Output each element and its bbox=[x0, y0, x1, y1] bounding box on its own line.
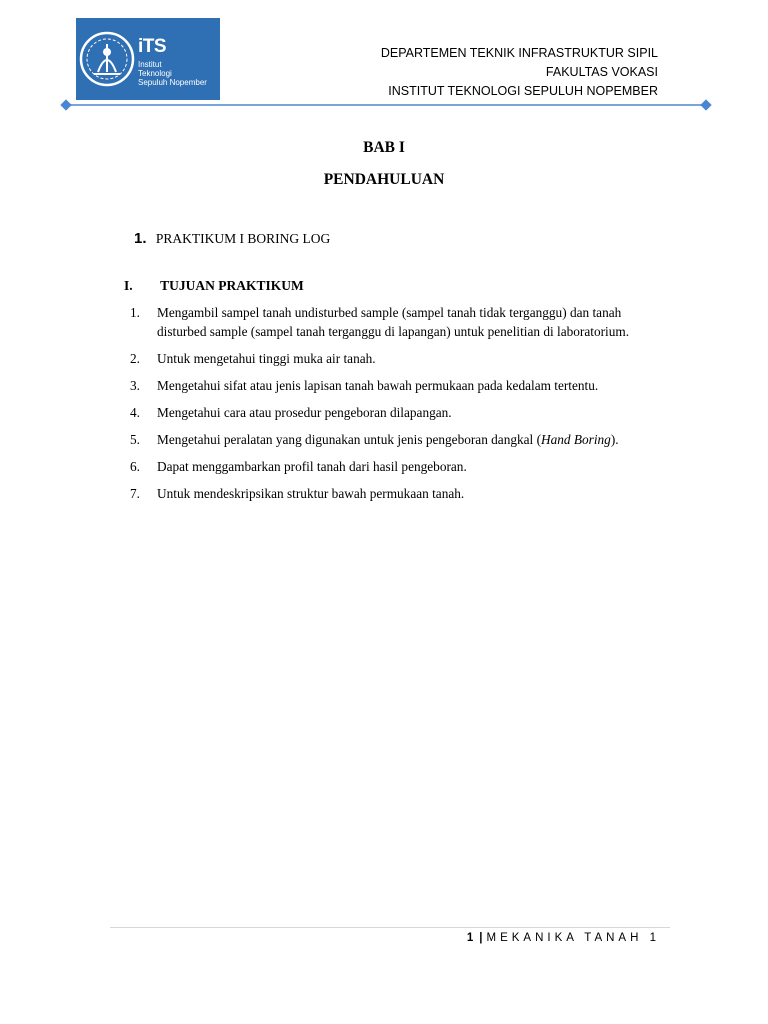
list-item-text-after: ). bbox=[610, 432, 619, 447]
list-item-italic-term: Hand Boring bbox=[541, 432, 611, 447]
list-item-number: 1. bbox=[130, 305, 140, 320]
page-number: 1 bbox=[466, 932, 474, 944]
list-item bbox=[130, 376, 650, 395]
list-item-text: Untuk mendeskripsikan struktur bawah permukaan tanah. bbox=[157, 486, 465, 501]
document-header bbox=[381, 44, 658, 101]
page-footer bbox=[467, 932, 660, 944]
header-faculty: FAKULTAS VOKASI bbox=[545, 65, 658, 79]
list-item-text: Mengetahui cara atau prosedur pengeboran dilapangan. bbox=[157, 405, 452, 420]
objectives-list bbox=[130, 303, 650, 511]
list-item-number: 2. bbox=[130, 351, 140, 366]
list-item-text: Untuk mengetahui tinggi muka air tanah. bbox=[157, 351, 376, 366]
logo-abbreviation: iTS bbox=[138, 36, 167, 57]
section-1-number: 1. bbox=[134, 230, 147, 247]
list-item-text bbox=[157, 430, 650, 449]
section-heading-1 bbox=[134, 230, 330, 247]
chapter-subtitle: PENDAHULUAN bbox=[323, 171, 445, 188]
its-seal-icon bbox=[78, 28, 136, 90]
list-item-text: Dapat menggambarkan profil tanah dari hasil pengeboran. bbox=[157, 459, 467, 474]
section-i-label: TUJUAN PRAKTIKUM bbox=[160, 278, 304, 293]
chapter-title: BAB I bbox=[363, 139, 405, 156]
list-item-text: Mengetahui sifat atau jenis lapisan tanah bawah permukaan pada kedalam tertentu. bbox=[157, 378, 599, 393]
list-item bbox=[130, 403, 650, 422]
list-item-number: 6. bbox=[130, 459, 140, 474]
list-item-text: Mengambil sampel tanah undisturbed sample (sampel tanah tidak terganggu) dan tanah disturbed sample (sampel tanah terganggu di lapangan) untuk penelitian di laboratorium. bbox=[157, 305, 630, 339]
logo-subtitle: Institut Teknologi Sepuluh Nopember bbox=[138, 60, 207, 87]
list-item-number: 5. bbox=[130, 432, 140, 447]
list-item bbox=[130, 457, 650, 476]
header-divider bbox=[66, 104, 708, 106]
footer-course-title: MEKANIKA TANAH 1 bbox=[486, 932, 660, 944]
section-1-label: PRAKTIKUM I BORING LOG bbox=[155, 231, 331, 246]
section-heading-i bbox=[124, 278, 304, 294]
list-item-number: 3. bbox=[130, 378, 140, 393]
its-logo bbox=[76, 18, 220, 100]
list-item-text-before: Mengetahui peralatan yang digunakan untuk jenis pengeboran dangkal ( bbox=[157, 432, 542, 447]
footer-separator: | bbox=[479, 932, 483, 944]
list-item bbox=[130, 484, 650, 503]
divider-left-diamond-icon bbox=[60, 99, 71, 110]
list-item-number: 4. bbox=[130, 405, 140, 420]
section-i-number: I. bbox=[124, 278, 133, 293]
list-item bbox=[130, 349, 650, 368]
footer-divider bbox=[110, 927, 670, 928]
divider-right-diamond-icon bbox=[700, 99, 711, 110]
list-item-number: 7. bbox=[130, 486, 140, 501]
list-item bbox=[130, 303, 650, 341]
header-institute: INSTITUT TEKNOLOGI SEPULUH NOPEMBER bbox=[388, 84, 658, 98]
list-item bbox=[130, 430, 650, 449]
header-department: DEPARTEMEN TEKNIK INFRASTRUKTUR SIPIL bbox=[380, 46, 658, 60]
